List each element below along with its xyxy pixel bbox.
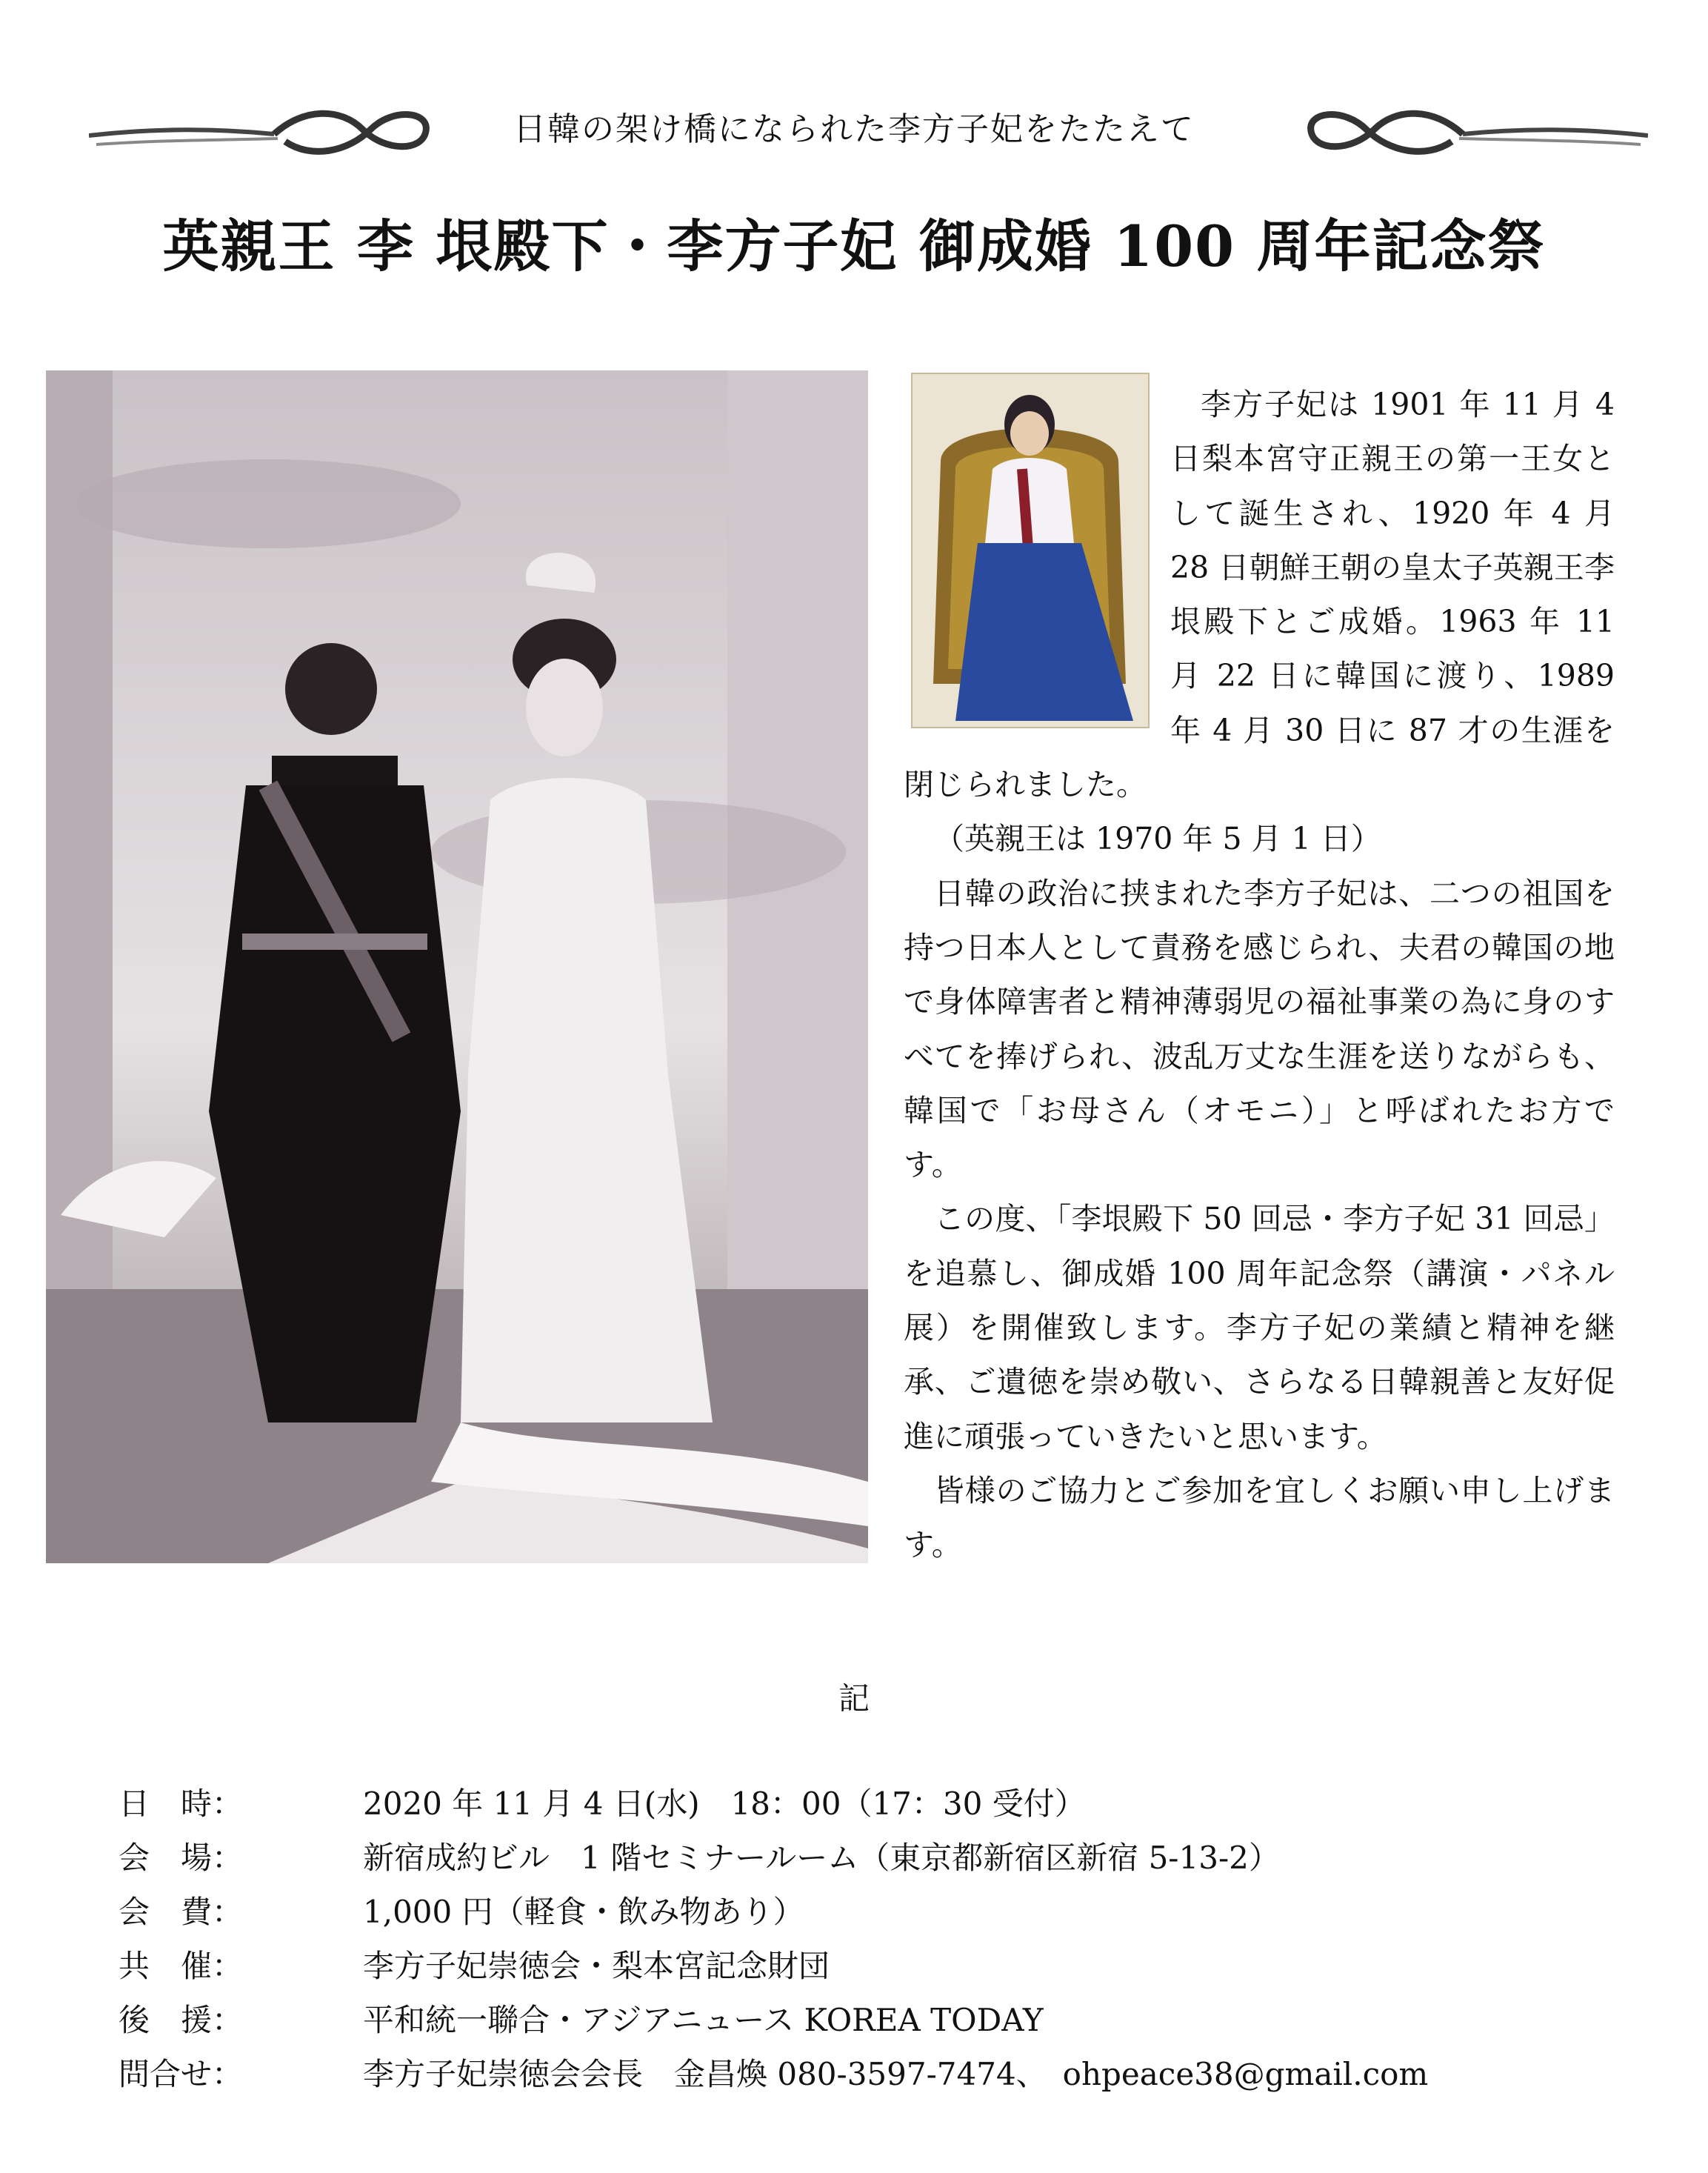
detail-label: 会 費： xyxy=(119,1894,244,1930)
wedding-portrait-photo xyxy=(46,370,868,1563)
image-wrap-spacer xyxy=(904,378,1170,748)
ki-heading: 記 xyxy=(838,1680,870,1717)
detail-value: 1,000 円（軽食・飲み物あり） xyxy=(363,1894,804,1930)
detail-label: 後 援： xyxy=(119,2002,244,2038)
bio-paragraph-2: （英親王は 1970 年 5 月 1 日） xyxy=(934,821,1381,857)
biography-text xyxy=(904,378,1615,1573)
detail-label: 会 場： xyxy=(119,1840,244,1876)
subtitle: 日韓の架け橋になられた李方子妃をたたえて xyxy=(513,110,1195,148)
detail-label: 共 催： xyxy=(119,1948,244,1984)
bio-paragraph-5: 皆様のご協力とご参加を宜しくお願い申し上げます。 xyxy=(904,1472,1615,1563)
detail-value: 平和統一聯合・アジアニュース KOREA TODAY xyxy=(363,2002,1044,2038)
detail-label: 日 時： xyxy=(119,1786,244,1822)
detail-value: 李方子妃崇徳会・梨本宮記念財団 xyxy=(363,1948,830,1984)
bio-paragraph-3: 日韓の政治に挟まれた李方子妃は、二つの祖国を持つ日本人として責務を感じられ、夫君の韓国の地で身体障害者と精神薄弱児の福祉事業の為に身のすべてを捧げられ、波乱万丈な生涯を送りながらも、韓国で「お母さん（オモニ）」と呼ばれたお方です。 xyxy=(904,875,1615,1183)
page-title: 英親王 李 垠殿下・李方子妃 御成婚 100 周年記念祭 xyxy=(162,213,1546,279)
bio-paragraph-1: 李方子妃は 1901 年 11 月 4 日梨本宮守正親王の第一王女として誕生され、1920 年 4 月 28 日朝鮮王朝の皇太子英親王李 垠殿下とご成婚。1963 年 11 月 22 日に韓国に渡り、1989 年 4 月 30 日に 87 才の生涯を閉じられました。 xyxy=(904,387,1615,803)
detail-value: 新宿成約ビル 1 階セミナールーム（東京都新宿区新宿 5-13-2） xyxy=(363,1840,1280,1876)
bio-paragraph-4: この度、「李垠殿下 50 回忌・李方子妃 31 回忌」を追慕し、御成婚 100 周年記念祭（講演・パネル展）を開催致します。李方子妃の業績と精神を継承、ご遺徳を崇め敬い、さらなる日韓親善と友好促進に頑張っていきたいと思います。 xyxy=(904,1201,1615,1454)
detail-label: 問合せ： xyxy=(119,2056,244,2092)
detail-value: 李方子妃崇徳会会長 金昌煥 080-3597-7474、 ohpeace38@gmail.com xyxy=(363,2056,1429,2092)
detail-value: 2020 年 11 月 4 日(水) 18：00（17：30 受付） xyxy=(363,1786,1086,1822)
